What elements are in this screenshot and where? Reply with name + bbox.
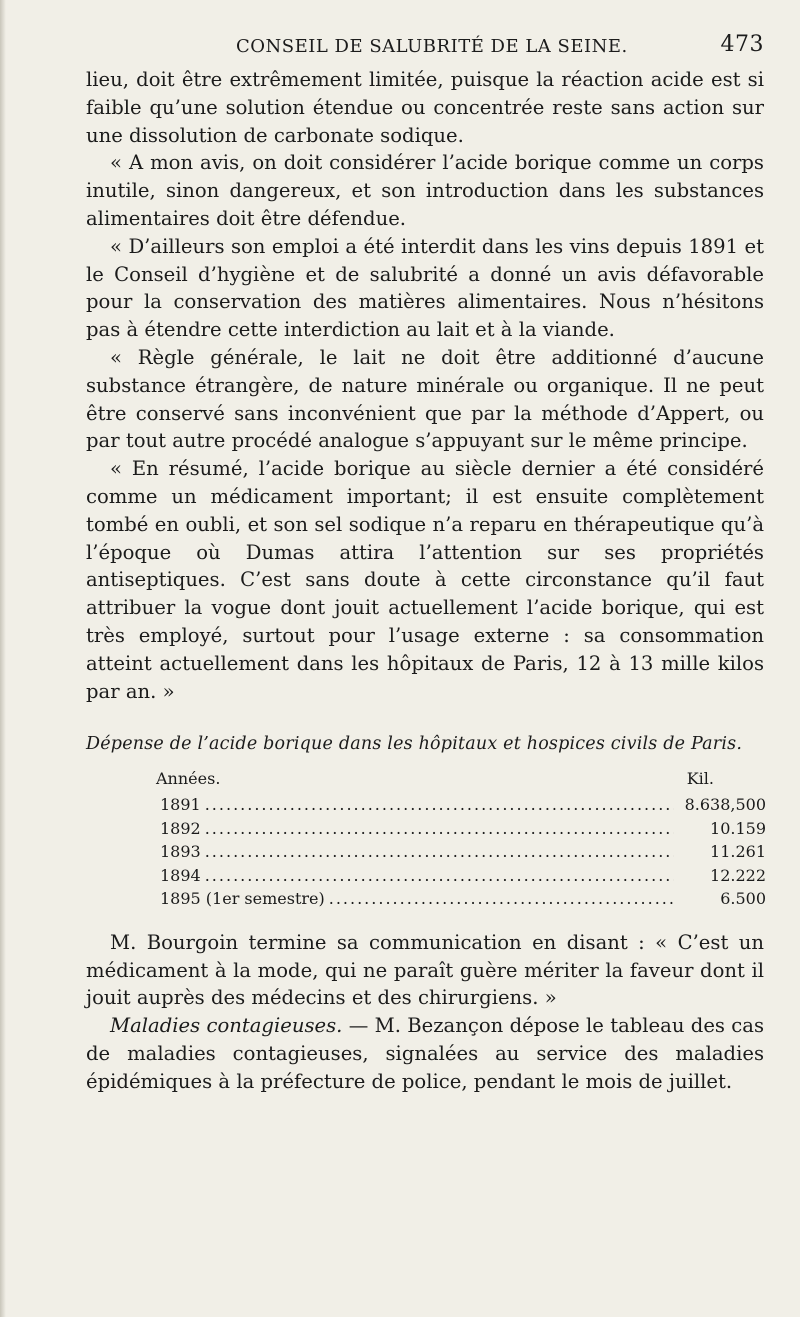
paragraph: « En résumé, l’acide borique au siècle dernier a été considéré comme un médicament important; il est ensuite complètement tombé en oubli, et son sel sodique n’a reparu en thérapeutique qu’à l’époque où Dumas attira l’attention sur ses propriétés antiseptiques. C’est sans doute à cette circonstance qu’il faut attribuer la vogue dont jouit actuellement l’acide borique, qui est très employé, surtout pour l’usage externe : sa consommation atteint actuellement dans les hôpitaux de Paris, 12 à 13 mille kilos par an. » bbox=[86, 457, 764, 703]
body-text bbox=[86, 66, 764, 705]
column-header-year: Années. bbox=[156, 769, 221, 789]
table-row bbox=[156, 864, 766, 888]
dot-leader bbox=[205, 817, 674, 841]
boric-acid-table bbox=[156, 769, 766, 911]
row-year: 1893 bbox=[160, 842, 201, 862]
column-header-kilo: Kil. bbox=[686, 769, 714, 789]
row-year: 1894 bbox=[160, 865, 201, 885]
paragraph-text: — M. Bezançon dépose le tableau des cas de maladies contagieuses, signalées au service des maladies épidémiques à la préfecture de police, pendant le mois de juillet. bbox=[86, 1014, 765, 1093]
running-head bbox=[86, 32, 764, 66]
running-title: CONSEIL DE SALUBRITÉ DE LA SEINE. bbox=[236, 36, 628, 57]
row-year: 1895 (1er semestre) bbox=[160, 889, 325, 909]
row-kilo: 12.222 bbox=[710, 865, 766, 885]
row-kilo: 11.261 bbox=[710, 842, 766, 862]
section-label: Maladies contagieuses. bbox=[110, 1014, 343, 1038]
dot-leader bbox=[205, 793, 674, 817]
paragraph: M. Bourgoin termine sa communication en disant : « C’est un médicament à la mode, qui ne paraît guère mériter la faveur dont il jouit auprès des médecins et des chirurgiens. » bbox=[86, 930, 764, 1010]
paragraph: lieu, doit être extrêmement limitée, puisque la réaction acide est si faible qu’une solution étendue ou concentrée reste sans action sur une dissolution de carbonate sodique. bbox=[86, 68, 764, 147]
paragraph: « D’ailleurs son emploi a été interdit dans les vins depuis 1891 et le Conseil d’hygiène et de salubrité a donné un avis défavorable pour la conservation des matières alimentaires. Nous n’hésitons pas à étendre cette interdiction au lait et à la viande. bbox=[86, 234, 764, 342]
dot-leader bbox=[205, 864, 674, 888]
closing-text bbox=[86, 929, 764, 1096]
row-year: 1892 bbox=[160, 818, 201, 838]
paragraph: « A mon avis, on doit considérer l’acide borique comme un corps inutile, sinon dangereux, et son introduction dans les substances alimentaires doit être défendue. bbox=[86, 151, 764, 230]
table-header bbox=[156, 769, 766, 793]
dot-leader bbox=[329, 887, 674, 911]
dot-leader bbox=[205, 840, 674, 864]
table-row bbox=[156, 840, 766, 864]
table-row bbox=[156, 817, 766, 841]
table-row bbox=[156, 887, 766, 911]
table-row bbox=[156, 793, 766, 817]
paragraph-maladies bbox=[86, 1012, 764, 1095]
paragraph: « Règle générale, le lait ne doit être additionné d’aucune substance étrangère, de nature minérale ou organique. Il ne peut être conservé sans inconvénient que par la méthode d’Appert, ou par tout autre procédé analogue s’appuyant sur le même principe. bbox=[86, 345, 764, 453]
row-kilo: 10.159 bbox=[710, 818, 766, 838]
row-kilo: 6.500 bbox=[720, 889, 766, 909]
row-year: 1891 bbox=[160, 795, 201, 815]
row-kilo: 8.638,500 bbox=[684, 795, 766, 815]
page-number: 473 bbox=[720, 32, 764, 57]
table-caption: Dépense de l’acide borique dans les hôpitaux et hospices civils de Paris. bbox=[86, 734, 743, 755]
